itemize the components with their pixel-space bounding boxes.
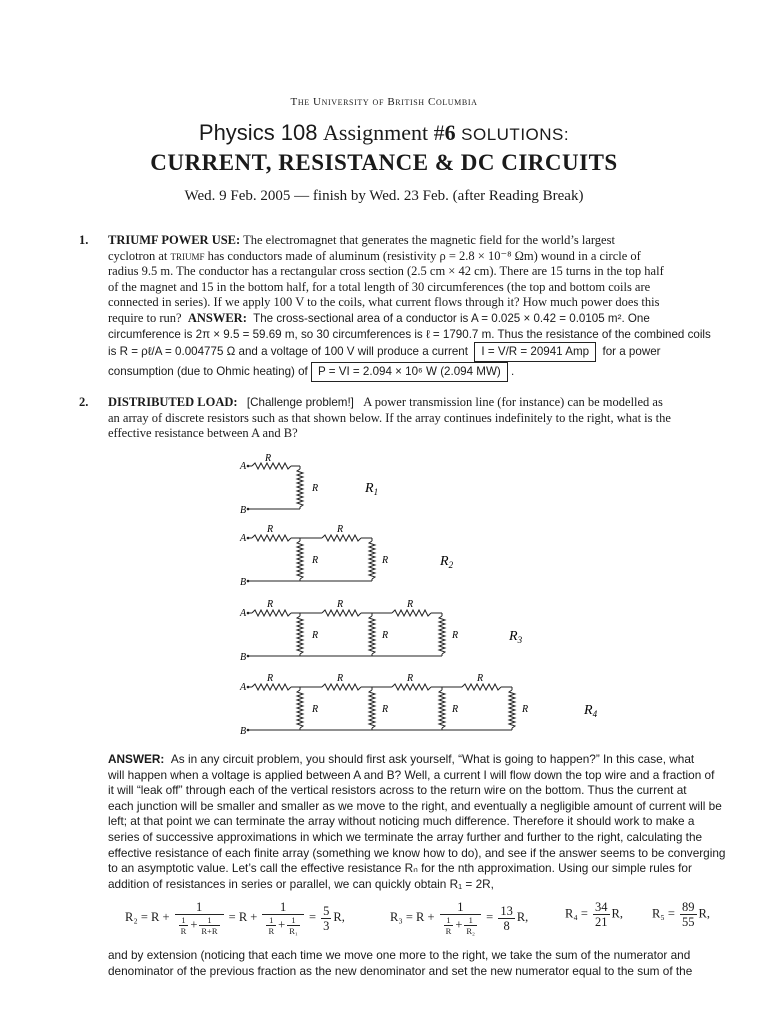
text-line: circumference is 2π × 9.5 = 59.69 m, so 30 circumferences is ℓ = 1790.7 m. Thus the resistance of the combined coils [108, 327, 711, 341]
text-line: for a power [602, 345, 661, 359]
equation-r3: R₃ = R + 1 $\frac{1}{R}$ + $\frac{1}{\text{R₂}}$ = $\frac{13}{8}$ R, [390, 900, 529, 936]
svg-text:R: R [312, 630, 319, 641]
question-title: TRIUMF POWER USE: [108, 233, 241, 247]
question-2 [108, 395, 708, 442]
text-line: effective resistance between A and B? [108, 426, 298, 441]
svg-text:R: R [407, 599, 414, 610]
text-line: The electromagnet that generates the magnetic field for the world’s largest [243, 233, 615, 247]
assignment-word: Assignment [323, 120, 429, 145]
terminal-b: B [240, 505, 247, 516]
assignment-number: 6 [444, 120, 456, 145]
text-line: A power transmission line (for instance) can be modelled as [363, 395, 663, 409]
ladder-r2 [239, 524, 454, 588]
svg-text:R: R [312, 704, 319, 715]
resistor-label: R [312, 483, 319, 494]
terminal-b: B [240, 577, 247, 588]
text-line: consumption (due to Ohmic heating) of [108, 365, 308, 379]
text-line: to an asymptotic value. Let’s call the effective resistance Rₙ for the nth approximation. Using our simple rules for [108, 861, 692, 876]
svg-text:R: R [452, 630, 459, 641]
svg-text:R: R [522, 704, 529, 715]
text-line: and by extension (noticing that each time we move one more to the right, we take the sum of the numerator and [108, 948, 691, 962]
text-line: cyclotron at [108, 248, 171, 263]
text-line: . [511, 365, 515, 379]
equation-r4: R₄ = $\frac{34}{21}$ R, [565, 900, 623, 929]
svg-text:R: R [452, 704, 459, 715]
equation-r5: R₅ = $\frac{89}{55}$ R, [652, 900, 710, 929]
text-line: it will “leak off” through each of the vertical resistors across to the return wire on the bottom. Thus the current at [108, 783, 687, 798]
svg-text:B: B [240, 726, 247, 737]
course-name: Physics 108 [198, 120, 318, 145]
text-line: effective resistance of each finite array (something we know how to do), and see if the answer seems to be converging [108, 845, 726, 860]
text-line: an array of discrete resistors such as that shown below. If the array continues indefinitely to the right, what is the [108, 410, 671, 425]
svg-text:R: R [267, 524, 274, 535]
text-line: require to run? [108, 310, 182, 325]
label-r4: $R_4$ [584, 703, 598, 719]
text-line: of the magnet and 15 in the bottom half, for a total length of 30 circumferences (the top and bottom coils are [108, 279, 651, 294]
continuation-text [108, 948, 708, 979]
current-result-box: I = V/R = 20941 Amp [474, 342, 596, 362]
text-line: radius 9.5 m. The conductor has a rectangular cross section (2.5 cm × 42 cm). There are 15 turns in the top half [108, 264, 664, 279]
answer-label: ANSWER: [108, 752, 165, 766]
svg-text:R: R [382, 630, 389, 641]
equation-r2: R₂ = R + 1 $\frac{1}{R}$ + $\frac{1}{R+R}$ = R + 1 $\frac{1}{R}$ + $\frac{1}{\text{R₁}}$ = $\frac{5}{3}$ R, [125, 900, 345, 936]
label-r2: $R_2$ [440, 554, 454, 570]
ladder-r4 [239, 673, 598, 737]
svg-text:R: R [312, 555, 319, 566]
text-line: is R = ρℓ/A = 0.004775 Ω and a voltage of 100 V will produce a current [108, 345, 468, 359]
label-r3: $R_3$ [509, 629, 523, 645]
text-line: connected in series). If we apply 100 V to the coils, what current flows through it? How much power does this [108, 295, 660, 310]
answer-section [108, 752, 726, 892]
svg-text:R: R [337, 524, 344, 535]
text-line: As in any circuit problem, you should first ask yourself, “What is going to happen?” In this case, what [170, 752, 695, 766]
svg-text:A: A [240, 682, 247, 693]
svg-text:R: R [382, 555, 389, 566]
dateline: Wed. 9 Feb. 2005 — finish by Wed. 23 Feb. (after Reading Break) [184, 188, 584, 204]
question-number: 2. [79, 395, 89, 409]
text-line: each junction will be smaller and smaller as we move to the right, and eventually a negligible amount of current will be [108, 798, 722, 813]
text-line: The cross-sectional area of a conductor is A = 0.025 × 0.42 = 0.0105 m². One [253, 311, 650, 325]
assignment-title [0, 120, 768, 146]
question-title: DISTRIBUTED LOAD: [108, 395, 238, 409]
svg-text:R: R [407, 673, 414, 684]
ladder-r3 [239, 599, 523, 663]
power-result-box: P = VI = 2.094 × 10⁶ W (2.094 MW) [311, 362, 508, 382]
text-line: addition of resistances in series or parallel, we can quickly obtain R₁ = 2R, [108, 876, 494, 891]
university-name: The University of British Columbia [290, 96, 478, 108]
question-number: 1. [79, 233, 89, 247]
svg-text:R: R [477, 673, 484, 684]
svg-text:A: A [240, 608, 247, 619]
svg-text:R: R [267, 599, 274, 610]
answer-label: ANSWER: [187, 310, 247, 325]
svg-text:B: B [240, 652, 247, 663]
text-line: left; at that point we can terminate the array without noticing much difference. Therefore it should work to make a [108, 814, 695, 829]
text-line: denominator of the previous fraction as the new denominator and set the new numerator equal to the sum of the [108, 963, 693, 978]
hash-symbol: # [433, 120, 445, 145]
text-line: will happen when a voltage is applied between A and B? Well, a current I will flow down the top wire and a fraction of [108, 767, 715, 782]
terminal-a: A [240, 533, 247, 544]
question-1 [108, 233, 711, 383]
resistor-label: R [265, 453, 272, 464]
challenge-tag: [Challenge problem!] [246, 396, 354, 409]
topic-title: CURRENT, RESISTANCE & DC CIRCUITS [150, 150, 618, 175]
svg-text:R: R [337, 673, 344, 684]
text-line: series of successive approximations in which we terminate the array further and further to the right, calculating the [108, 829, 703, 844]
label-r1: R1 [365, 481, 379, 497]
text-line: has conductors made of aluminum (resistivity ρ = 2.8 × 10⁻⁸ Ωm) wound in a circle of [204, 248, 641, 263]
terminal-a: A [240, 461, 247, 472]
svg-text:R: R [267, 673, 274, 684]
solutions-label: SOLUTIONS: [461, 125, 570, 144]
ladder-r1 [239, 453, 378, 516]
triumf-label: triumf [170, 248, 205, 263]
svg-text:R: R [382, 704, 389, 715]
svg-text:R: R [337, 599, 344, 610]
resistor-ladder-diagrams [230, 452, 630, 742]
